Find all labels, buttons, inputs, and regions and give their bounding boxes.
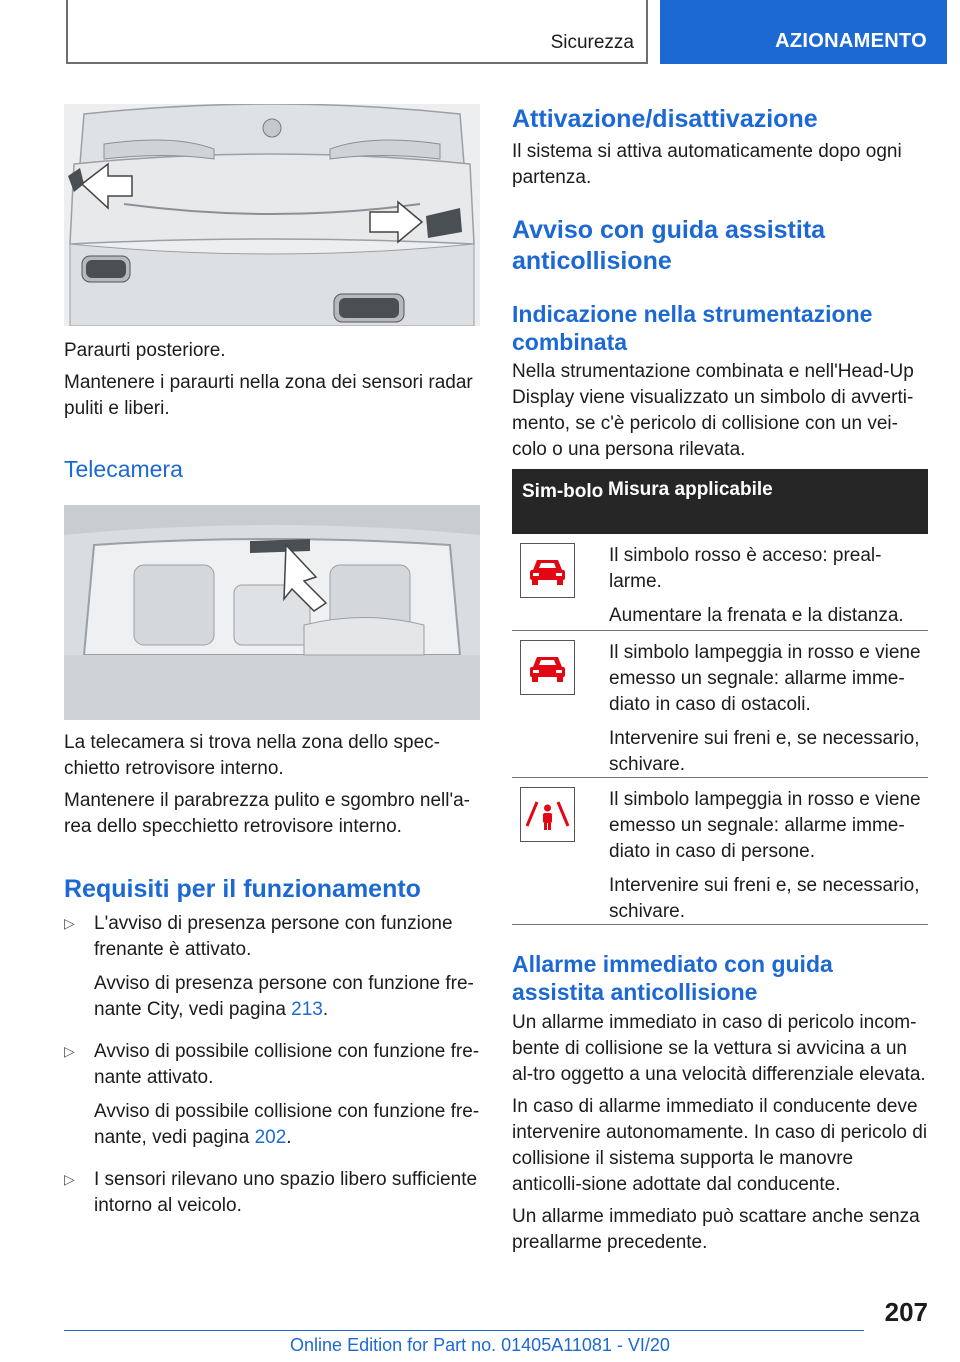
fig1-text: Mantenere i paraurti nella zona dei sensori radar puliti e liberi. bbox=[64, 372, 473, 419]
rear-bumper-figure bbox=[64, 104, 480, 326]
fig2-text: Mantenere il parabrezza pulito e sgombro nell'a-rea dello specchietto retrovisore interno. bbox=[64, 790, 471, 837]
bullet-ref: Avviso di presenza persone con funzione fre-nante City, vedi pagina 213. bbox=[94, 973, 474, 1020]
warning-heading: Avviso con guida assistita anticollisione bbox=[512, 216, 826, 275]
camera-heading: Telecamera bbox=[64, 456, 183, 482]
row-text-2: Aumentare la frenata e la distanza. bbox=[609, 605, 904, 626]
table-row bbox=[512, 534, 928, 631]
pedestrian-warning-icon bbox=[520, 787, 575, 842]
row-text-2: Intervenire sui freni e, se necessario, schivare. bbox=[609, 728, 920, 775]
car-warning-icon bbox=[520, 543, 575, 598]
requirements-heading: Requisiti per il funzionamento bbox=[64, 875, 421, 903]
immediate-text-3: Un allarme immediato può scattare anche senza preallarme precedente. bbox=[512, 1206, 920, 1253]
bullet-triangle-icon: ▷ bbox=[64, 1043, 75, 1059]
col-measure-header: Misura applicabile bbox=[608, 479, 773, 500]
immediate-heading: Allarme immediato con guida assistita anticollisione bbox=[512, 951, 833, 1005]
page-number: 207 bbox=[884, 1297, 928, 1327]
page-link[interactable]: 213 bbox=[291, 999, 323, 1020]
bullet-ref: Avviso di possibile collisione con funzione fre-nante, vedi pagina 202. bbox=[94, 1101, 480, 1148]
table-header bbox=[512, 469, 928, 534]
bullet-text: L'avviso di presenza persone con funzione frenante è attivato. bbox=[94, 913, 453, 960]
fig2-caption: La telecamera si trova nella zona dello spec-chietto retrovisore interno. bbox=[64, 732, 440, 779]
footer-edition: Online Edition for Part no. 01405A11081 - VI/20 bbox=[290, 1335, 670, 1355]
footer-divider bbox=[64, 1330, 864, 1331]
bullet-item bbox=[64, 1167, 480, 1219]
bullet-item bbox=[64, 911, 480, 1023]
page-link[interactable]: 202 bbox=[254, 1127, 287, 1148]
camera-illustration bbox=[64, 505, 480, 720]
activation-heading: Attivazione/disattivazione bbox=[512, 105, 818, 133]
rear-bumper-illustration bbox=[64, 104, 480, 326]
chapter-tab[interactable] bbox=[660, 0, 947, 64]
bullet-text: I sensori rilevano uno spazio libero sufficiente intorno al veicolo. bbox=[94, 1169, 478, 1216]
activation-text: Il sistema si attiva automaticamente dopo ogni partenza. bbox=[512, 141, 902, 188]
table-row bbox=[512, 778, 928, 925]
immediate-text-2: In caso di allarme immediato il conducente deve intervenire autonomamente. In caso di pericolo di collisione il sistema supporta le manovre anticolli-sione adottate dal conducente. bbox=[512, 1096, 928, 1195]
camera-figure bbox=[64, 505, 480, 720]
chapter-title: AZIONAMENTO bbox=[775, 30, 927, 52]
display-heading: Indicazione nella strumentazione combinata bbox=[512, 301, 873, 355]
row-text-1: Il simbolo rosso è acceso: preal-larme. bbox=[609, 545, 882, 592]
table-row bbox=[512, 631, 928, 778]
row-text-2: Intervenire sui freni e, se necessario, schivare. bbox=[609, 875, 920, 922]
bullet-text: Avviso di possibile collisione con funzione fre-nante attivato. bbox=[94, 1041, 480, 1088]
section-title: Sicurezza bbox=[550, 32, 634, 53]
immediate-text-1: Un allarme immediato in caso di pericolo incom-bente di collisione se la vettura si avvicina a un al-tro oggetto a una velocità differenziale elevata. bbox=[512, 1012, 926, 1085]
bullet-triangle-icon: ▷ bbox=[64, 915, 75, 931]
row-text-1: Il simbolo lampeggia in rosso e viene emesso un segnale: allarme imme-diato in caso di ostacoli. bbox=[609, 642, 921, 715]
bullet-triangle-icon: ▷ bbox=[64, 1171, 75, 1187]
car-warning-icon bbox=[520, 640, 575, 695]
fig1-caption: Paraurti posteriore. bbox=[64, 340, 226, 361]
bullet-item bbox=[64, 1039, 480, 1151]
symbol-table bbox=[512, 469, 928, 925]
display-text: Nella strumentazione combinata e nell'Head-Up Display viene visualizzato un simbolo di avverti-mento, se c'è pericolo di collisione con un vei-colo o una persona rilevata. bbox=[512, 361, 914, 460]
header-section bbox=[66, 0, 648, 64]
col-symbol-header: Sim-bolo bbox=[522, 481, 604, 502]
row-text-1: Il simbolo lampeggia in rosso e viene emesso un segnale: allarme imme-diato in caso di persone. bbox=[609, 789, 921, 862]
